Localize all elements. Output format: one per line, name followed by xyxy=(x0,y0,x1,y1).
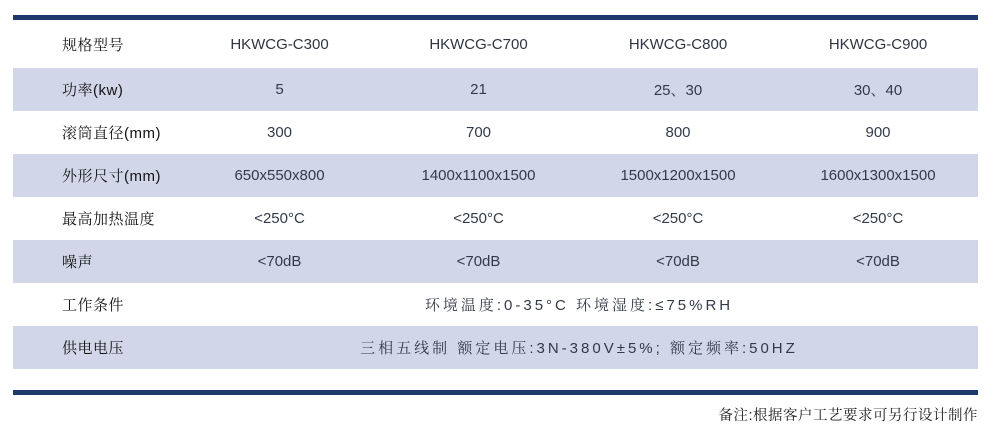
spec-value: 700 xyxy=(465,124,492,141)
table-row xyxy=(13,20,978,68)
spec-value: 30、40 xyxy=(853,82,903,99)
row-label: 供电电压 xyxy=(62,340,125,357)
table-row xyxy=(13,197,978,240)
spec-value: <70dB xyxy=(656,253,700,270)
spacer xyxy=(13,369,978,390)
spec-value: 25、30 xyxy=(653,82,703,99)
row-label: 工作条件 xyxy=(62,297,125,314)
spec-value: <250°C xyxy=(453,210,504,227)
spec-table-card xyxy=(13,15,978,425)
model-name: HKWCG-C700 xyxy=(429,35,528,53)
spec-value: 1400x1100x1500 xyxy=(421,167,536,184)
bottom-accent-rule xyxy=(13,390,978,395)
spec-value: <250°C xyxy=(254,210,305,227)
spec-table xyxy=(13,20,978,369)
spec-value: 900 xyxy=(865,124,891,141)
spec-value: <250°C xyxy=(852,210,904,227)
spec-value: <70dB xyxy=(257,253,302,270)
table-row xyxy=(13,240,978,283)
spec-value-span: 环境温度:0-35°C 环境湿度:≤75%RH xyxy=(424,297,734,314)
spec-value: 1500x1200x1500 xyxy=(620,167,736,184)
spec-value-span: 三相五线制 额定电压:3N-380V±5%; 额定频率:50HZ xyxy=(360,340,798,357)
row-label: 噪声 xyxy=(62,254,94,271)
remark-note: 备注:根据客户工艺要求可另行设计制作 xyxy=(718,408,978,424)
table-row xyxy=(13,154,978,197)
row-label: 滚筒直径(mm) xyxy=(62,125,161,142)
spec-value: 650x550x800 xyxy=(234,167,325,184)
spec-value: 300 xyxy=(266,124,293,141)
spec-value: <250°C xyxy=(652,210,704,227)
spec-value: 1600x1300x1500 xyxy=(820,167,936,184)
model-name: HKWCG-C900 xyxy=(828,35,928,53)
spec-value: 21 xyxy=(470,81,487,98)
table-row xyxy=(13,326,978,369)
table-row xyxy=(13,283,978,326)
table-row xyxy=(13,68,978,111)
spec-value: 800 xyxy=(665,124,691,141)
table-row xyxy=(13,111,978,154)
model-name: HKWCG-C300 xyxy=(230,35,329,53)
row-label: 功率(kw) xyxy=(62,82,124,99)
row-label: 规格型号 xyxy=(62,36,125,54)
spec-value: 5 xyxy=(275,81,284,98)
row-label: 外形尺寸(mm) xyxy=(62,168,161,185)
row-label: 最高加热温度 xyxy=(62,211,156,228)
spec-value: <70dB xyxy=(856,253,900,270)
model-name: HKWCG-C800 xyxy=(628,35,728,53)
spec-value: <70dB xyxy=(456,253,501,270)
